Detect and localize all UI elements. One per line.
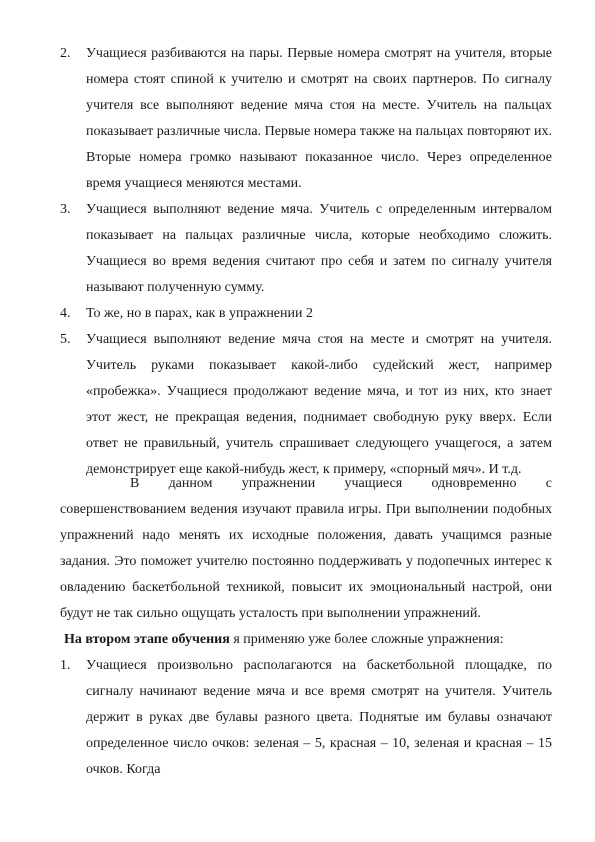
body-paragraph: В данном упражнении учащиеся одновременно с совершенствованием ведения изучают правила игры. При выполнении подобных упражнений надо менять их исходные положения, давать учащимся разные задания. Это поможет учителю постоянно поддерживать у подопечных интерес к овладению баскетбольной техникой, повысит их эмоциональный настрой, они будут не так сильно ощущать усталость при выполнении упражнений. (60, 476, 552, 621)
stage-heading-paragraph (64, 627, 556, 653)
list-item-number: 1. (60, 658, 71, 673)
list-item-text: Учащиеся разбиваются на пары. Первые номера смотрят на учителя, вторые номера стоят спиной к учителю и смотрят на своих партнеров. По сигналу учителя все выполняют ведение мяча стоя на месте. Учитель на пальцах показывает различные числа. Первые номера также на пальцах повторяют их. Вторые номера громко называют показанное число. Через определенное время учащиеся меняются местами. (86, 46, 552, 191)
list-item (60, 327, 552, 483)
list-item-number: 2. (60, 46, 71, 61)
list-item (60, 301, 552, 327)
list-item-number: 4. (60, 306, 71, 321)
list-item (60, 41, 552, 197)
list-item-number: 5. (60, 332, 71, 347)
list-item (60, 653, 552, 783)
list-item-text: Учащиеся выполняют ведение мяча стоя на месте и смотрят на учителя. Учитель руками показывает какой-либо судейский жест, например «пробежка». Учащиеся продолжают ведение мяча, и тот из них, кто знает этот жест, не прекращая ведения, поднимает свободную руку вверх. Если ответ не правильный, учитель спрашивает следующего учащегося, а затем демонстрирует еще какой-нибудь жест, к примеру, «спорный мяч». И т.д. (86, 332, 552, 477)
stage-heading-rest: я применяю уже более сложные упражнения: (229, 632, 504, 647)
stage-two-exercise-list (60, 653, 552, 783)
exercise-list (60, 41, 552, 483)
list-item-text: Учащиеся произвольно располагаются на баскетбольной площадке, по сигналу начинают ведение мяча и все время смотрят на учителя. Учитель держит в руках две булавы разного цвета. Поднятые им булавы означают определенное число очков: зеленая – 5, красная – 10, зеленая и красная – 15 очков. Когда (86, 658, 552, 777)
list-item (60, 197, 552, 301)
stage-heading-bold: На втором этапе обучения (64, 632, 230, 647)
list-item-number: 3. (60, 202, 71, 217)
list-item-text: Учащиеся выполняют ведение мяча. Учитель с определенным интервалом показывает на пальцах различные числа, которые необходимо сложить. Учащиеся во время ведения считают про себя и затем по сигналу учителя называют полученную сумму. (86, 202, 552, 295)
list-item-text: То же, но в парах, как в упражнении 2 (86, 306, 314, 321)
